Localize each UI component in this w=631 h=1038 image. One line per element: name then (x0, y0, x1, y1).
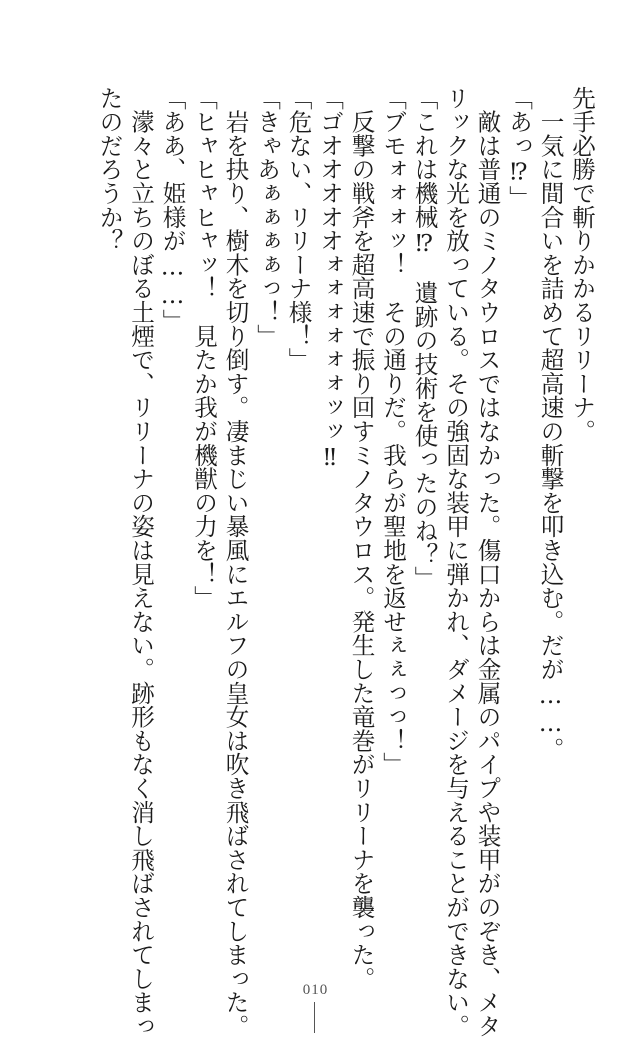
page-number-rule (314, 1002, 315, 1033)
text-column: 「ゴオオオオオォォォォォォッッ‼ (316, 86, 344, 472)
text-column: 岩を抉り、樹木を切り倒す。凄まじい暴風にエルフの皇女は吹き飛ばされてしまった。 (221, 86, 250, 1038)
text-column: 先手必勝で斬りかかるリリーナ。 (568, 86, 596, 443)
text-column: 「ブモォォォッ！ その通りだ。我らが聖地を返せぇぇっっ！」 (379, 86, 407, 777)
text-column: 反撃の戦斧を超高速で振り回すミノタウロス。発生した竜巻がリリーナを襲った。 (347, 86, 376, 991)
text-column: リックな光を放っている。その強固な装甲に弾かれ、ダメージを与えることができない。 (442, 86, 470, 1038)
page-number: 010 (302, 982, 329, 998)
text-column: たのだろうか？ (95, 86, 124, 253)
text-column: 敵は普通のミノタウロスではなかった。傷口からは金属のパイプや装甲がのぞき、メタ (473, 86, 502, 1038)
text-column: 一気に間合いを詰めて超高速の斬撃を叩き込む。だが……。 (536, 86, 565, 762)
text-column: 濛々と立ちのぼる土煙で、リリーナの姿は見えない。跡形もなく消し飛ばされてしまっ (127, 86, 155, 1038)
text-column: 「あっ⁉」 (505, 86, 533, 210)
text-column: 「きゃあぁぁぁぁっ！」 (253, 86, 281, 348)
text-column: 「ヒャヒャヒャッ！ 見たか我が機獣の力を！」 (190, 86, 218, 610)
text-column: 「危ない、リリーナ様！」 (284, 86, 313, 372)
text-column: 「ああ、姫様が……」 (158, 86, 187, 333)
text-column: 「これは機械⁉ 遺跡の技術を使ったのね？」 (410, 86, 439, 591)
